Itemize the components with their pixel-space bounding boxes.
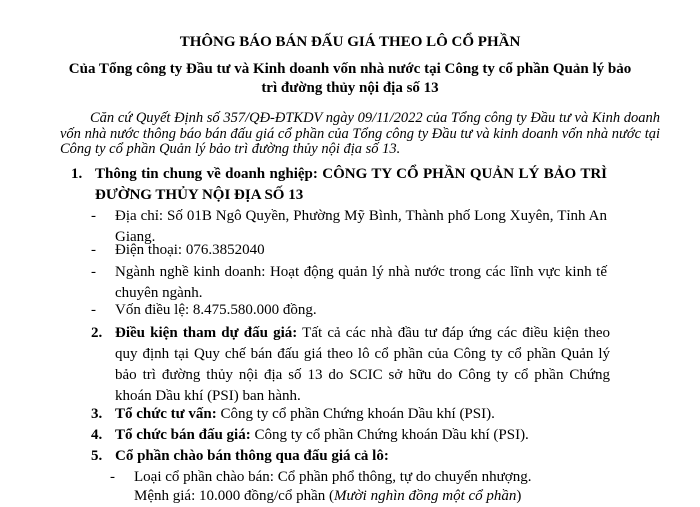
section-body: [115, 446, 610, 467]
list-item: [110, 467, 610, 488]
dash-bullet: -: [91, 302, 96, 318]
section-body: [115, 404, 610, 425]
section-number: 3.: [91, 406, 103, 422]
document-subtitle: Của Tổng công ty Đầu tư và Kinh doanh vốn nhà nước tại Công ty cổ phần Quản lý bảo trì đường thủy nội địa số 13: [68, 61, 632, 96]
section-heading: [95, 164, 607, 206]
section-label: Điều kiện tham dự đấu giá:: [115, 325, 298, 341]
section-label: Cổ phần chào bán thông qua đấu giá cả lô:: [115, 448, 389, 464]
section-4: [91, 425, 610, 446]
dash-bullet: -: [110, 469, 115, 485]
intro-paragraph: Căn cứ Quyết Định số 357/QĐ-ĐTKDV ngày 09/11/2022 của Tổng công ty Đầu tư và Kinh doanh vốn nhà nước thông báo bán đấu giá cổ phần của Tổng công ty Đầu tư và kinh doanh vốn nhà nước tại Công ty cổ phần Quản lý bảo trì đường thủy nội địa số 13.: [60, 110, 660, 157]
dash-bullet: -: [91, 242, 96, 258]
bullet-text: Vốn điều lệ: 8.475.580.000 đồng.: [115, 302, 317, 318]
section-text: Công ty cổ phần Chứng khoán Dầu khí (PSI).: [216, 406, 495, 422]
section-body: [115, 425, 610, 446]
list-item: [91, 262, 607, 304]
bullet-text: Mệnh giá: 10.000 đồng/cổ phần (: [134, 488, 334, 504]
section-label: Tổ chức tư vấn:: [115, 406, 217, 422]
section-number: 1.: [71, 166, 83, 182]
section-text: Công ty cổ phần Chứng khoán Dầu khí (PSI).: [250, 427, 529, 443]
list-item-cut: [134, 486, 610, 507]
bullet-text: Địa chỉ: Số 01B Ngô Quyền, Phường Mỹ Bình, Thành phố Long Xuyên, Tỉnh An Giang.: [115, 208, 607, 245]
bullet-text: Ngành nghề kinh doanh: Hoạt động quản lý nhà nước trong các lĩnh vực kinh tế chuyên ngành.: [115, 264, 607, 301]
section-text: CÔNG TY CỔ PHẦN QUẢN LÝ BẢO TRÌ ĐƯỜNG THỦY NỘI ĐỊA SỐ 13: [95, 166, 607, 203]
document-title: THÔNG BÁO BÁN ĐẤU GIÁ THEO LÔ CỔ PHẦN: [179, 34, 521, 50]
section-2: [91, 323, 610, 407]
section-label: Thông tin chung về doanh nghiệp:: [95, 166, 318, 182]
section-number: 4.: [91, 427, 103, 443]
section-text: Tất cả các nhà đầu tư đáp ứng các điều kiện theo quy định tại Quy chế bán đấu giá theo lô cổ phần của Công ty cổ phần Quản lý bảo trì đường thủy nội địa số 13 do SCIC sở hữu do Công ty cổ phần Chứng khoán Dầu khí (PSI) ban hành.: [115, 325, 610, 404]
bullet-text: ): [516, 488, 522, 504]
bullet-text-italic: Mười nghìn đồng một cổ phần: [333, 488, 517, 504]
section-number: 2.: [91, 325, 103, 341]
section-5: [91, 446, 610, 467]
section-body: [115, 323, 610, 407]
section-1: [71, 164, 607, 206]
section-3: [91, 404, 610, 425]
bullet-text: Loại cổ phần chào bán: Cổ phần phổ thông, tự do chuyển nhượng.: [134, 469, 532, 485]
section-number: 5.: [91, 448, 103, 464]
section-label: Tổ chức bán đấu giá:: [115, 427, 251, 443]
list-item: [91, 300, 607, 321]
list-item: [91, 240, 607, 261]
dash-bullet: -: [91, 208, 96, 224]
dash-bullet: -: [91, 264, 96, 280]
bullet-text: Điện thoại: 076.3852040: [115, 242, 265, 258]
